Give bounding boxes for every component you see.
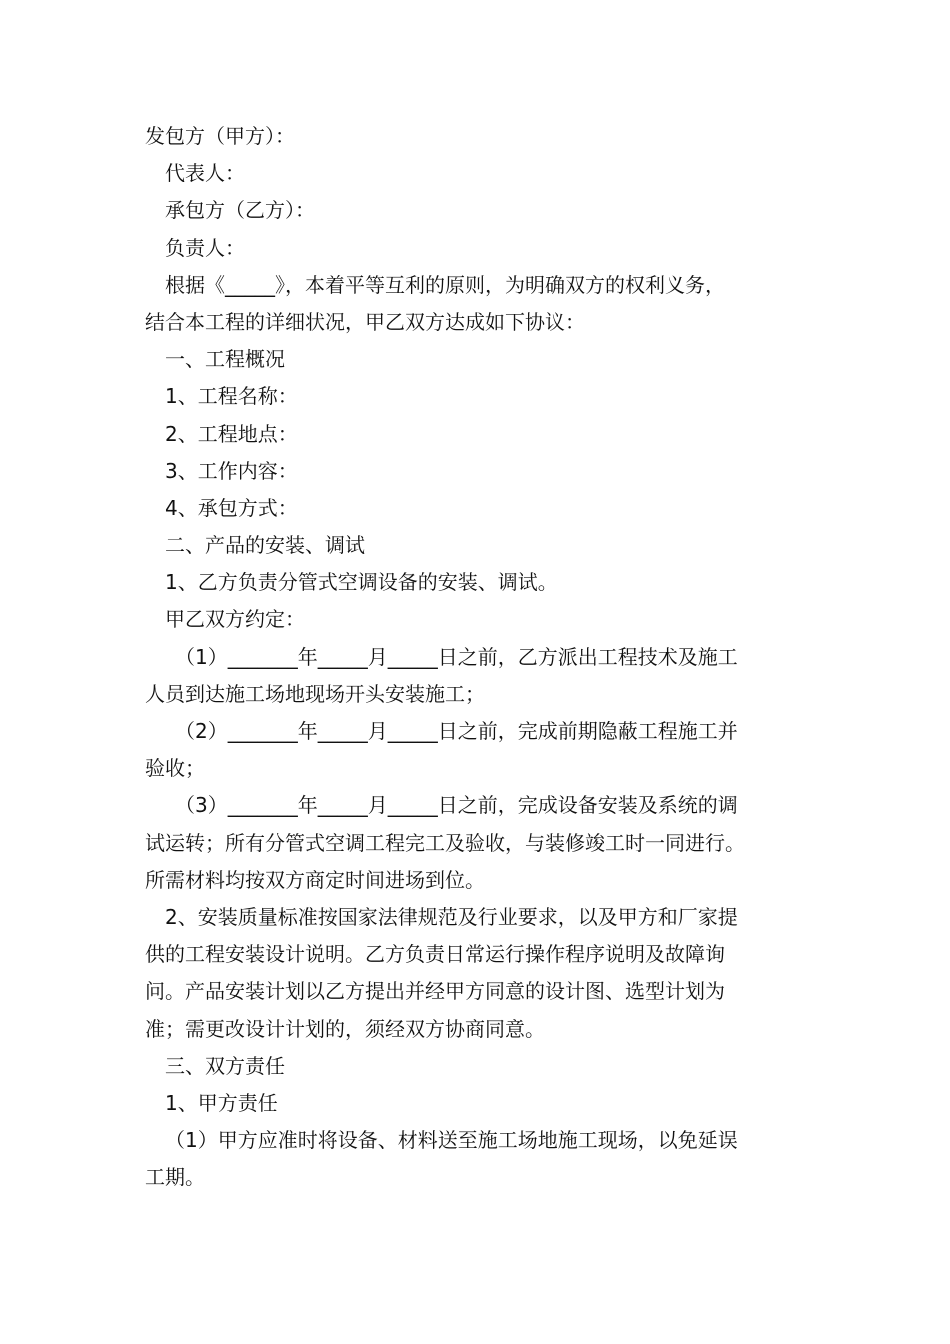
party-b-line: 承包方（乙方）： [165,198,315,223]
duty-1-line-2: 工期。 [145,1165,205,1190]
item-2-line-2: 验收； [145,756,205,781]
clause-2-2-line-4: 准；需更改设计计划的，须经双方协商同意。 [145,1016,545,1041]
section-heading-2: 二、产品的安装、调试 [165,533,365,558]
item-1-line-1: （1）_______年_____月_____日之前，乙方派出工程技术及施工 [175,644,738,669]
document-body [145,118,825,1196]
agreement-intro-line: 甲乙双方约定： [165,607,305,632]
item-1-line-2: 人员到达施工场地现场开头安装施工； [145,681,485,706]
item-3-line-1: （3）_______年_____月_____日之前，完成设备安装及系统的调 [175,793,738,818]
clause-2-2-line-1: 2、安装质量标准按国家法律规范及行业要求，以及甲方和厂家提 [165,904,738,929]
clause-2-1-line: 1、乙方负责分管式空调设备的安装、调试。 [165,570,558,595]
clause-2-2-line-2: 供的工程安装设计说明。乙方负责日常运行操作程序说明及故障询 [145,942,725,967]
contract-method-line: 4、承包方式： [165,495,298,520]
section-heading-3: 三、双方责任 [165,1053,285,1078]
clause-2-2-line-3: 问。产品安装计划以乙方提出并经甲方同意的设计图、选型计划为 [145,979,725,1004]
work-content-line: 3、工作内容： [165,458,298,483]
preamble-line-2: 结合本工程的详细状况，甲乙双方达成如下协议： [145,309,585,334]
item-3-line-2: 试运转；所有分管式空调工程完工及验收，与装修竣工时一同进行。 [145,830,745,855]
project-name-line: 1、工程名称： [165,384,298,409]
item-2-line-1: （2）_______年_____月_____日之前，完成前期隐蔽工程施工并 [175,719,738,743]
representative-line: 代表人： [165,161,245,186]
preamble-line-1: 根据《_____》，本着平等互利的原则，为明确双方的权利义务， [165,272,725,297]
item-3-line-3: 所需材料均按双方商定时间进场到位。 [145,867,485,892]
project-location-line: 2、工程地点： [165,421,298,446]
party-a-duty-heading: 1、甲方责任 [165,1090,278,1115]
section-heading-1: 一、工程概况 [165,347,285,372]
duty-1-line-1: （1）甲方应准时将设备、材料送至施工场地施工现场，以免延误 [165,1128,738,1153]
party-a-line: 发包方（甲方）： [145,124,295,148]
responsible-person-line: 负责人： [165,235,245,260]
